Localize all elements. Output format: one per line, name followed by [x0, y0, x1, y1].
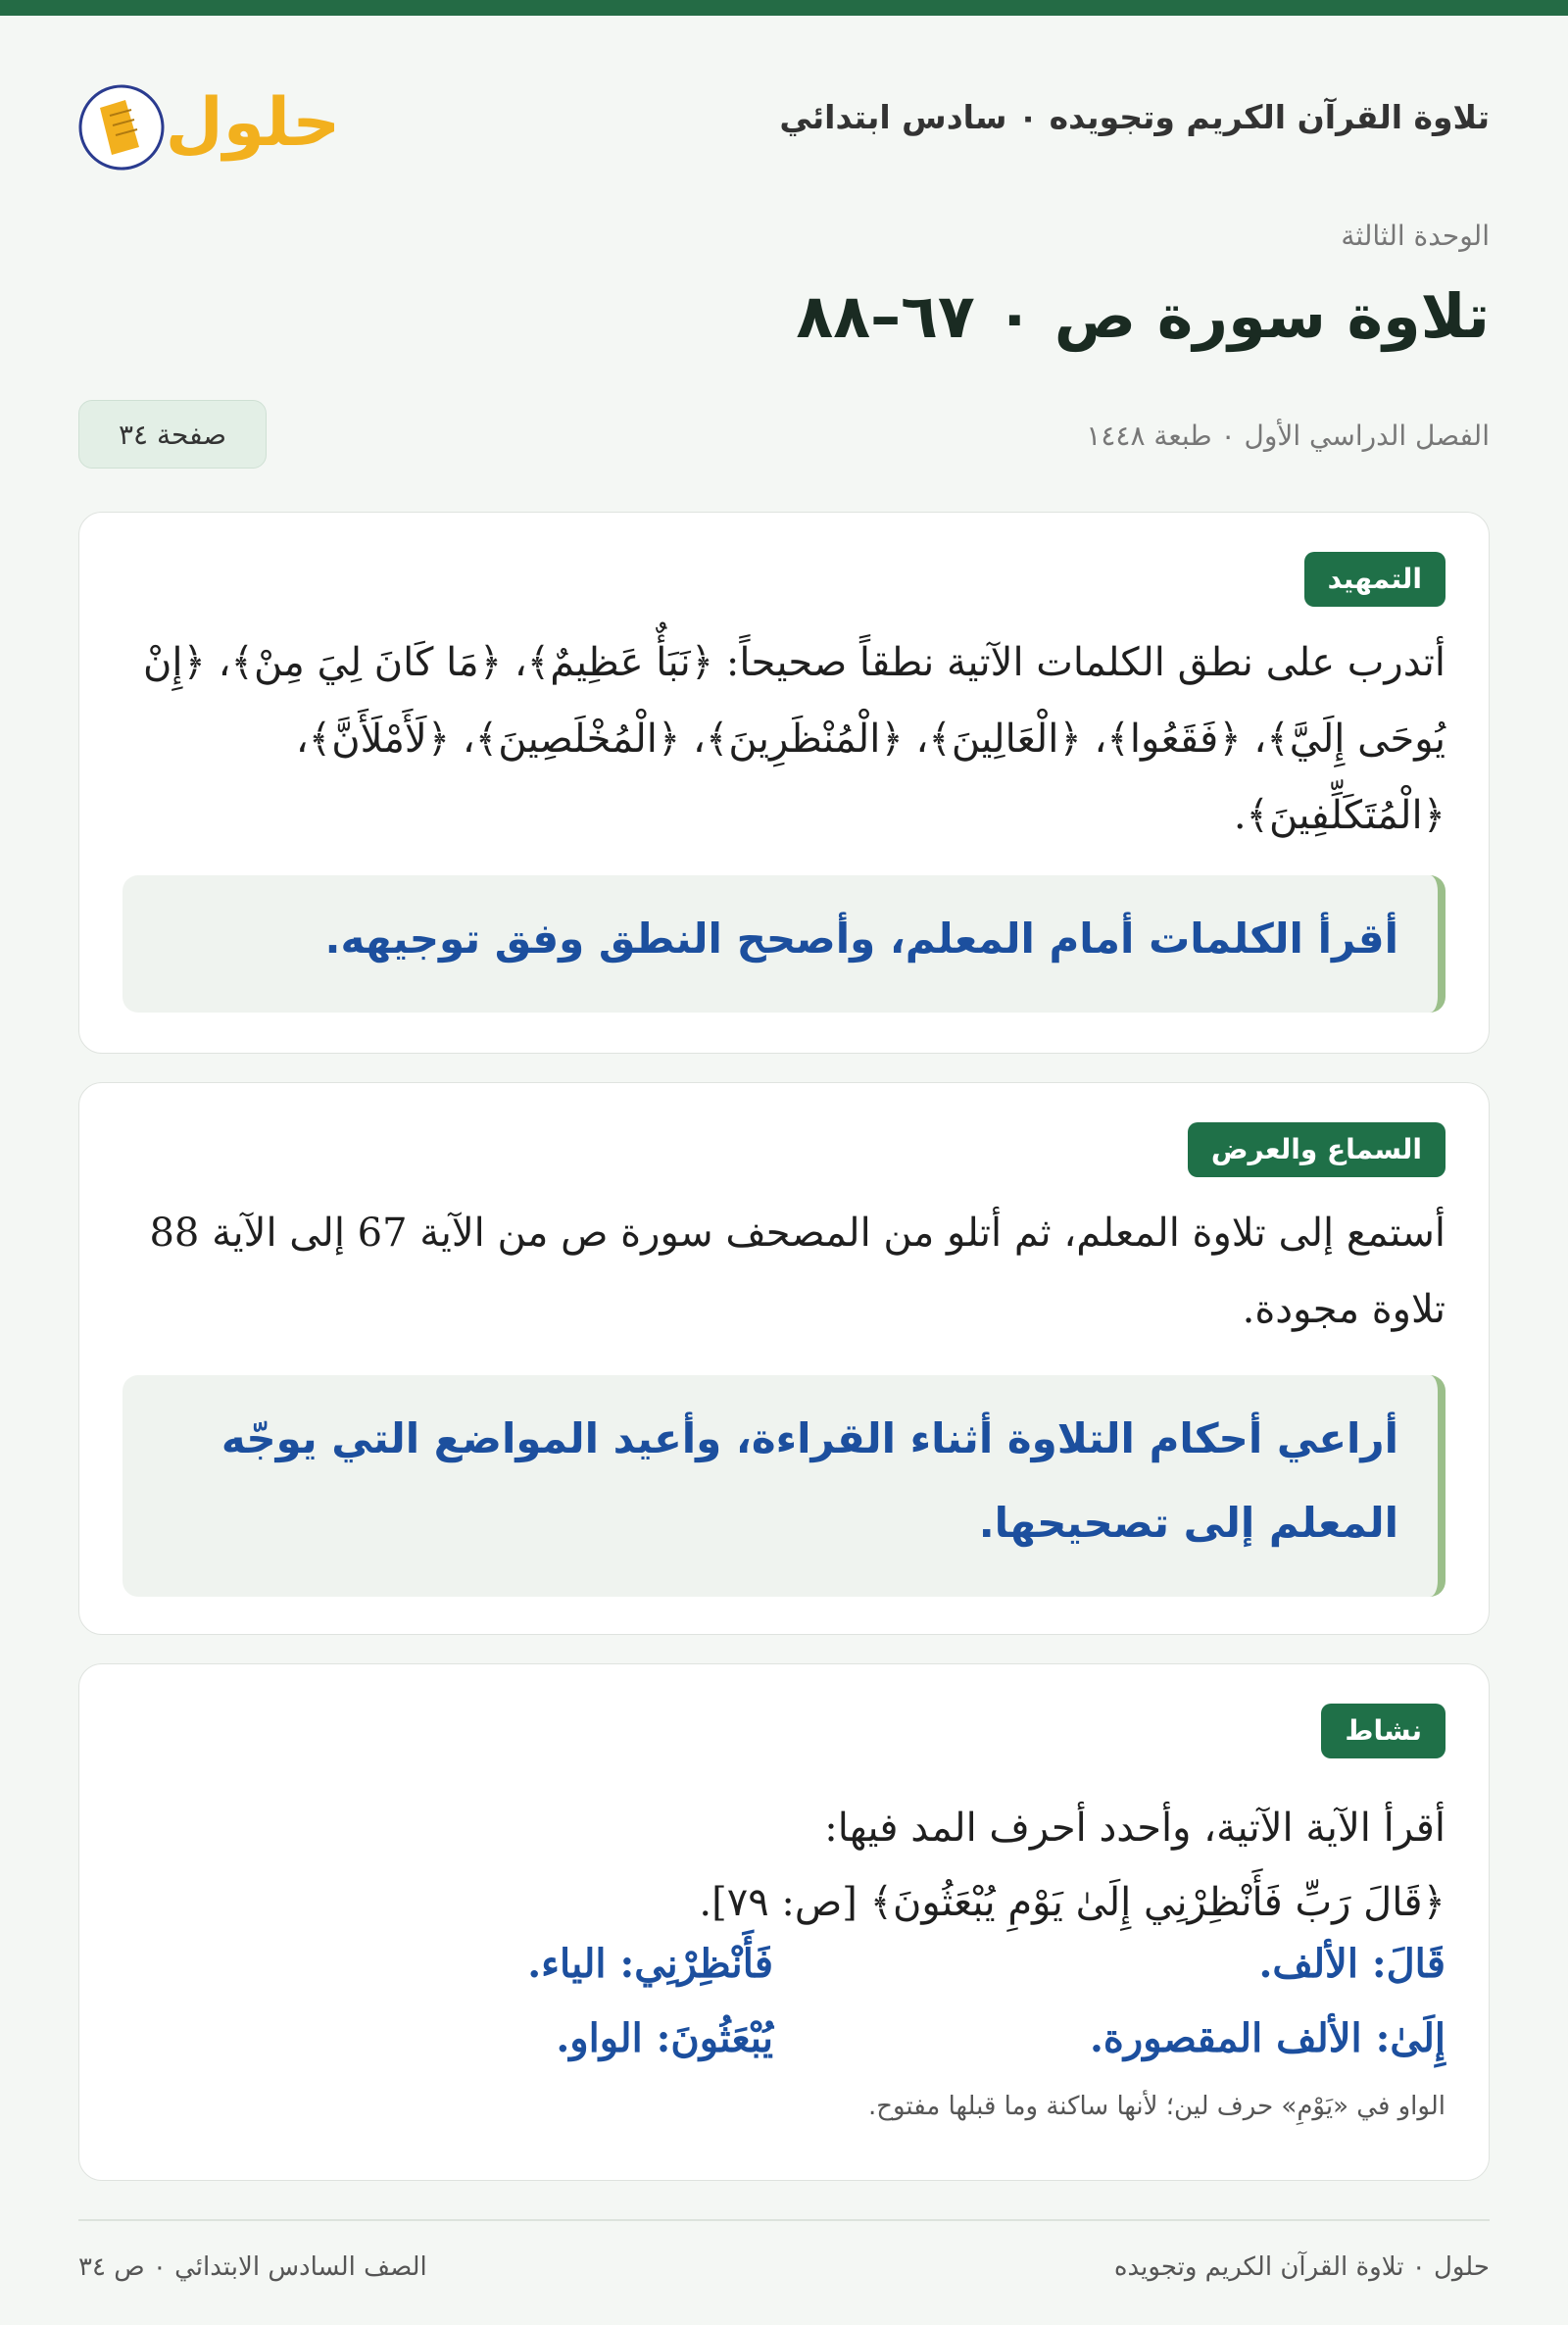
- answer-item: فَأَنْظِرْنِي: الياء.: [527, 1941, 773, 1987]
- course-title: تلاوة القرآن الكريم وتجويده ٠ سادس ابتدائي: [779, 98, 1490, 136]
- book-icon: [80, 86, 163, 169]
- top-accent-bar: [0, 0, 1568, 16]
- footer-divider: [78, 2219, 1490, 2221]
- listening-text: أستمع إلى تلاوة المعلم، ثم أتلو من المصحف سورة ص من الآية 67 إلى الآية 88 تلاوة مجودة.: [149, 1211, 1446, 1332]
- activity-verse: ﴿قَالَ رَبِّ فَأَنْظِرْنِي إِلَىٰ يَوْمِ يُبْعَثُونَ﴾ [ص: ٧٩].: [699, 1880, 1446, 1925]
- footer-book-title: حلول ٠ تلاوة القرآن الكريم وتجويده: [1113, 2252, 1490, 2282]
- listening-card: [78, 1082, 1490, 1635]
- activity-card: [78, 1663, 1490, 2181]
- intro-note: أقرأ الكلمات أمام المعلم، وأصحح النطق وفق توجيهه.: [122, 875, 1446, 1013]
- answer-item: قَالَ: الألف.: [1258, 1941, 1446, 1987]
- unit-label: الوحدة الثالثة: [1341, 220, 1490, 252]
- listening-note: أراعي أحكام التلاوة أثناء القراءة، وأعيد المواضع التي يوجّه المعلم إلى تصحيحها.: [122, 1375, 1446, 1597]
- activity-instruction: أقرأ الآية الآتية، وأحدد أحرف المد فيها:: [824, 1806, 1446, 1851]
- answer-item: إِلَىٰ: الألف المقصورة.: [1090, 2015, 1446, 2061]
- intro-card: [78, 512, 1490, 1054]
- activity-badge: نشاط: [1321, 1704, 1446, 1758]
- logo-text: حلول: [165, 84, 341, 162]
- hulool-logo[interactable]: [78, 65, 343, 173]
- page-header: [78, 65, 1490, 163]
- listening-badge: السماع والعرض: [1188, 1122, 1446, 1177]
- page-title: تلاوة سورة ص ٠ ٦٧–٨٨: [796, 280, 1490, 352]
- page-number-badge: صفحة ٣٤: [78, 400, 267, 469]
- semester-info: الفصل الدراسي الأول ٠ طبعة ١٤٤٨: [1086, 420, 1490, 452]
- intro-text: أتدرب على نطق الكلمات الآتية نطقاً صحيحاً: ﴿نَبَأٌ عَظِيمٌ﴾، ﴿مَا كَانَ لِيَ مِنْ﴾، ﴿إِنْ يُوحَى إِلَيَّ﴾، ﴿فَقَعُوا﴾، ﴿الْعَالِينَ﴾، ﴿الْمُنْظَرِينَ﴾، ﴿الْمُخْلَصِينَ﴾، ﴿لَأَمْلَأَنَّ﴾، ﴿الْمُتَكَلِّفِينَ﴾.: [142, 640, 1446, 838]
- activity-footnote: الواو في «يَوْمِ» حرف لين؛ لأنها ساكنة وما قبلها مفتوح.: [867, 2092, 1446, 2121]
- footer-grade-page: الصف السادس الابتدائي ٠ ص ٣٤: [78, 2252, 427, 2282]
- intro-badge: التمهيد: [1304, 552, 1446, 607]
- answer-item: يُبْعَثُونَ: الواو.: [556, 2015, 773, 2061]
